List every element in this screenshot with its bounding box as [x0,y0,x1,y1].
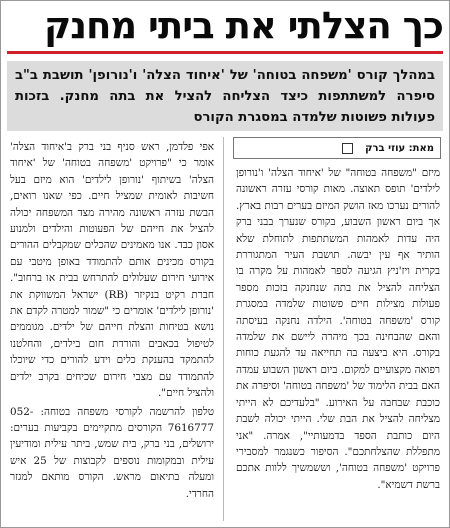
article-columns [7,137,443,521]
left-column-paragraph: אפי פלדמן, ראש סניף בני ברק ב'איחוד הצלה' אומר כי "פרויקט 'משפחה בטוחה' של 'איחוד הצלה' בשיתוף 'נורופן לילדים' הוא מיזם בעל חשיבות לאומית שמציל חיים. כפי שאנו רואים, הבשת עזרה ראשונה מהירה מצד המשפחה יכולה להציל את חייהם של הפעוטות והילדים ולמנוע אסון כבד. אנו מאמינים שהכלים שמקבלים ההורים בקורס מכינים אותם להתמודד באופן מיטבי עם אירועי חירום שעלולים להתרחש בבית או ברחוב". חברת רקיט בנקיזר (RB) ישראל המשווקת את 'נורופן לילדים' אומרים כי "שמור למטרה לקדם את נושא בטיחות והצלת חייהם של ילדים. מגוממים לטיפול בכאבים והורדת חום בילדים, והחלטנו להתמקד בהענקת כלים וידע להורים כדי שיוכלו להתמודד עם מצבי חירום שכיחים בקרב ילדים ולהציל חיים". [10,141,214,400]
byline-box [233,137,441,159]
right-column [233,137,443,521]
right-column-paragraph: מיזם "משפחה בטוחה" של 'איחוד הצלה' ו'נורופן לילדים' תופס תאוצה. מאות קורסי עזרה ראשונה להורים נערכו מאז הושק המיזם בערים רבות בארץ. אך ביום ראשון השבוע, בקורס שנערך בבני ברק היה עדות לאמהות המשתתפות לתוחלת שלא הותיר אף עין יבשה. תושבת העיר המתגוררת בקרית ויז'ניץ הגיעה לספר לאמהות על מקרה בו הצליחה להציל את בתה שנחנקה בזכות מספר פעולות מצילות חיים פשוטות שלמדה במסגרת קורס 'משפחה בטוחה'. הילדה נחנקה בעיסתה והאם שהבחינה בכך מיהרה ליישם את שלמדה בקורס. היא ביצעה בה תחייאה עד להגעת כוחות רפואה מקצועיים למקום. ביום ראשון השבוע עמדה האם בבית הלימוד של 'משפחה בטוחה' וסיפרה את כוכבת שבחבה על האירוע. "בלעדיכם לא הייתי מצליחה להציל את הבת שלי. הייתי יכולה לשבת היום כותבת הספד בדמעותיי", אמרה. "אני מתפללת שהצלחתכם". הסיפור כשנגמר למסבירי פרויקט 'משפחה בטוחה', וששמשיך ללוות אתכם ברשת דשמיא". [236,167,440,491]
byline: מאת: עוזי ברק [365,142,434,154]
left-column-body [7,137,217,502]
headline-rule [7,51,443,54]
left-column [7,137,217,521]
square-icon [342,143,353,154]
column-divider [223,137,224,521]
headline: כך הצלתי את ביתי מחנק [43,4,443,47]
right-column-body [233,165,443,493]
registration-info: טלפון להרשמה לקורסי משפחה בטוחה: 052-7616777 הקורסים מתקיימים בקביעות בערים: ירושלים, בני ברק, בית שמש, ביתר עילית ומודיעין עילית ובמקומות נוספים לקבוצות של 25 איש ומעלה בתיאום מראש. הקורס מותאם למגזר החרדי. [10,405,214,500]
lead-paragraph: במהלך קורס 'משפחה בטוחה' של 'איחוד הצלה' ו'נורופן' תושבת ב"ב סיפרה למשתתפות כיצד הצליחה להציל את בתה מחנק. בזכות פעולות פשוטות שלמדה במסגרת הקורס [7,61,443,131]
